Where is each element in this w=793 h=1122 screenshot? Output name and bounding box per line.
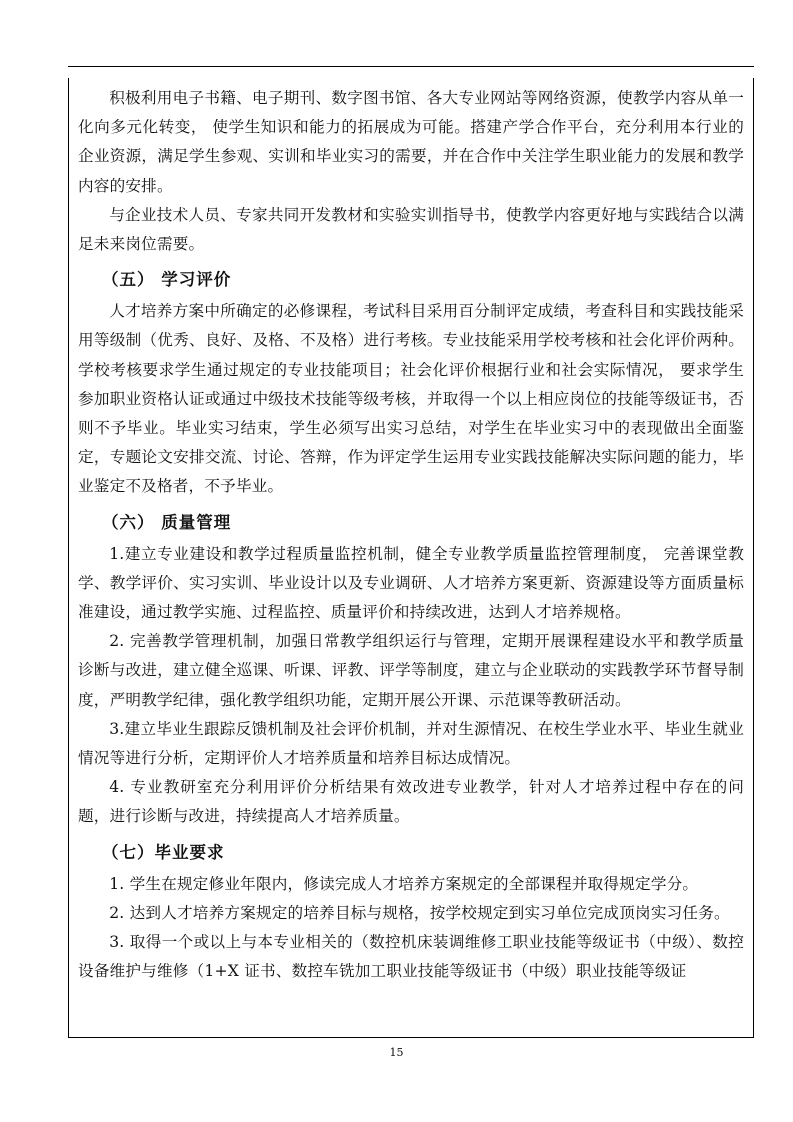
document-body xyxy=(78,84,744,986)
paragraph: 2. 达到人才培养方案规定的培养目标与规格，按学校规定到实习单位完成顶岗实习任务。 xyxy=(109,903,730,922)
page-number: 15 xyxy=(389,1046,404,1059)
paragraph: 2. 完善教学管理机制，加强日常教学组织运行与管理，定期开展课程建设水平和教学质量诊断与改进，建立健全巡课、听课、评教、评学等制度，建立与企业联动的实践教学环节督导制度，严明教学纪律，强化教学组织功能，定期开展公开课、示范课等教研活动。 xyxy=(78,632,744,709)
section-heading-5: （五） 学习评价 xyxy=(102,270,232,290)
paragraph: 积极利用电子书籍、电子期刊、数字图书馆、各大专业网站等网络资源，使教学内容从单一化向多元化转变， 使学生知识和能力的拓展成为可能。搭建产学合作平台，充分利用本行业的企业资源，满足学生参观、实训和毕业实习的需要，并在合作中关注学生职业能力的发展和教学内容的安排。 xyxy=(78,89,744,195)
paragraph: 4. 专业教研室充分利用评价分析结果有效改进专业教学，针对人才培养过程中存在的问题，进行诊断与改进，持续提高人才培养质量。 xyxy=(78,778,744,826)
section-heading-6: （六） 质量管理 xyxy=(102,512,232,532)
paragraph: 与企业技术人员、专家共同开发教材和实验实训指导书，使教学内容更好地与实践结合以满足未来岗位需要。 xyxy=(78,205,744,254)
section-heading-7: （七）毕业要求 xyxy=(102,842,225,862)
paragraph: 3.建立毕业生跟踪反馈机制及社会评价机制，并对生源情况、在校生学业水平、毕业生就业情况等进行分析，定期评价人才培养质量和培养目标达成情况。 xyxy=(78,719,744,768)
table-top-border xyxy=(68,66,754,67)
paragraph: 3. 取得一个或以上与本专业相关的（数控机床装调维修工职业技能等级证书（中级）、数控设备维护与维修（1+X 证书、数控车铣加工职业技能等级证书（中级）职业技能等级证 xyxy=(78,933,744,981)
paragraph: 人才培养方案中所确定的必修课程，考试科目采用百分制评定成绩，考查科目和实践技能采用等级制（优秀、良好、及格、不及格）进行考核。专业技能采用学校考核和社会化评价两种。学校考核要求学生通过规定的专业技能项目；社会化评价根据行业和社会实际情况， 要求学生参加职业资格认证或通过中级技术技能等级考核，并取得一个以上相应岗位的技能等级证书，否则不予毕业。毕业实习结束，学生必须写出实习总结，对学生在毕业实习中的表现做出全面鉴定，专题论文安排交流、讨论、答辩，作为评定学生运用专业实践技能解决实际问题的能力，毕业鉴定不及格者，不予毕业。 xyxy=(78,302,744,496)
paragraph: 1. 学生在规定修业年限内，修读完成人才培养方案规定的全部课程并取得规定学分。 xyxy=(109,874,699,893)
paragraph: 1.建立专业建设和教学过程质量监控机制，健全专业教学质量监控管理制度， 完善课堂教学、教学评价、实习实训、毕业设计以及专业调研、人才培养方案更新、资源建设等方面质量标准建设，通过教学实施、过程监控、质量评价和持续改进，达到人才培养规格。 xyxy=(78,544,744,622)
